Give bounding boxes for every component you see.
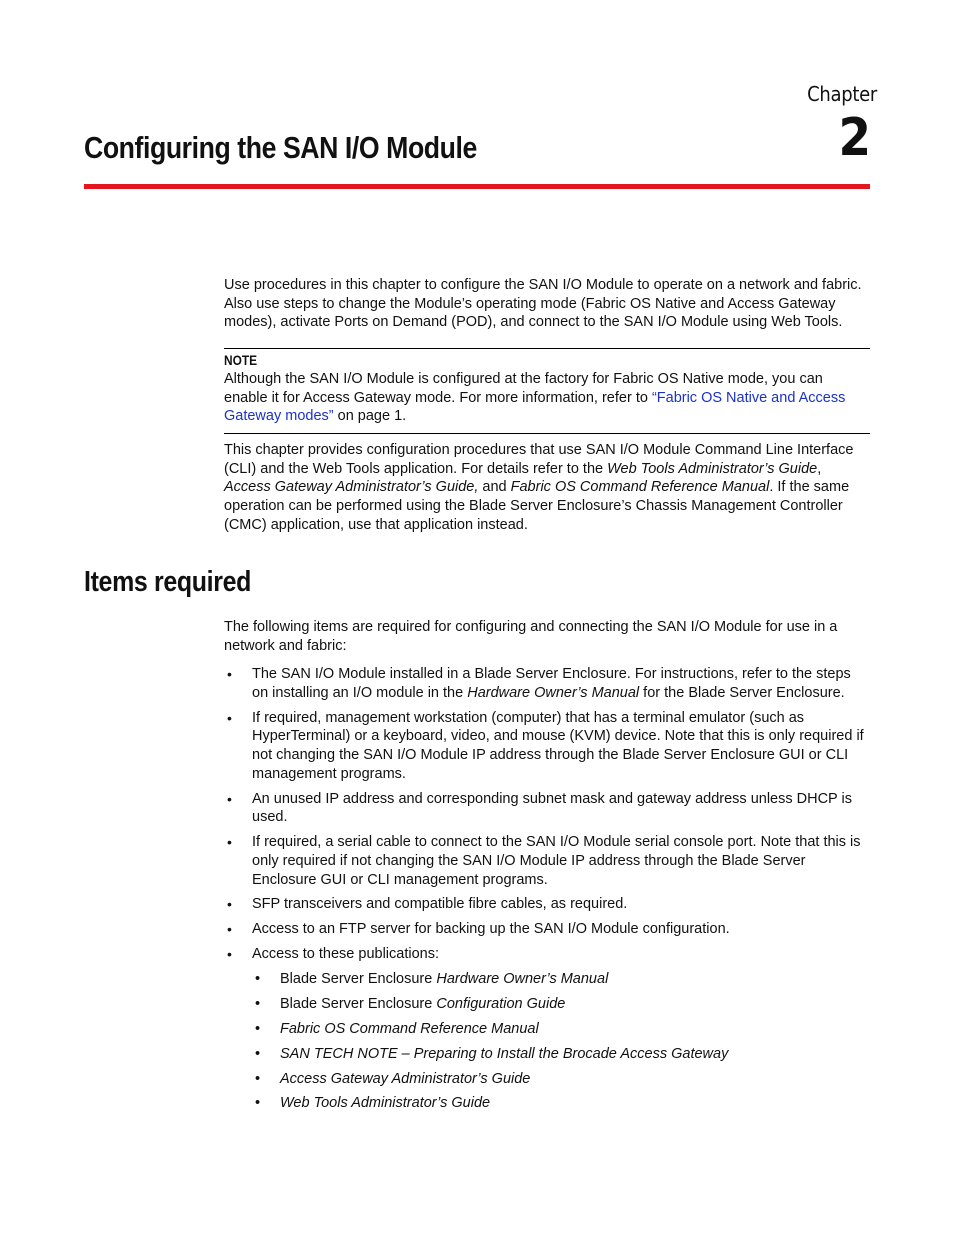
list-item	[224, 945, 870, 1113]
section-title: Items required	[84, 566, 252, 598]
overview-paragraph	[224, 441, 870, 535]
section-intro: The following items are required for configuring and connecting the SAN I/O Module for use in a network and fabric:	[224, 619, 838, 654]
list-item: • If required, a serial cable to connect to the SAN I/O Module serial console port. Note that this is only required if not changing the SAN I/O Module IP address through the Blade Server Enclosure GUI or CLI management programs.	[224, 833, 870, 889]
overview-ref-access-gateway: Access Gateway Administrator’s Guide,	[224, 479, 479, 496]
note-text	[224, 370, 870, 426]
intro-paragraph: Use procedures in this chapter to configure the SAN I/O Module to operate on a network and fabric. Also use steps to change the Module’s operating mode (Fabric OS Native and Access Gateway modes), activate Ports on Demand (POD), and connect to the SAN I/O Module using Web Tools.	[224, 277, 862, 331]
note-link[interactable]: “Fabric OS Native and Access Gateway modes”	[224, 389, 846, 425]
publication-item: • Web Tools Administrator’s Guide	[252, 1094, 870, 1113]
list-item: • If required, management workstation (computer) that has a terminal emulator (such as HyperTerminal) or a keyboard, video, and mouse (KVM) device. Note that this is only required if not changing the SAN I/O Module IP address through the Blade Server Enclosure GUI or CLI management programs.	[224, 709, 870, 784]
item-text: The SAN I/O Module installed in a Blade Server Enclosure. For instructions, refer to the steps on installing an I/O module in the	[252, 666, 851, 701]
overview-text-2: ,	[817, 460, 822, 477]
overview-text-4: . If the same operation can be performed using the Blade Server Enclosure’s Chassis Management Controller (CMC) application, use that application instead.	[224, 479, 850, 533]
list-item	[224, 665, 870, 702]
publication-item: • SAN TECH NOTE – Preparing to Install the Brocade Access Gateway	[252, 1045, 870, 1064]
item-text: for the Blade Server Enclosure.	[639, 684, 845, 701]
note-text-before: Although the SAN I/O Module is configured at the factory for Fabric OS Native mode, you can enable it for Access Gateway mode. For more information, refer to	[224, 371, 823, 406]
chapter-label: Chapter	[807, 82, 877, 106]
publications-list	[252, 970, 870, 1113]
publication-title: Hardware Owner’s Manual	[436, 970, 609, 987]
list-item: • Access to an FTP server for backing up the SAN I/O Module configuration.	[224, 920, 870, 939]
chapter-number: 2	[838, 108, 871, 168]
note-box	[224, 348, 870, 434]
publication-item: • Fabric OS Command Reference Manual	[252, 1020, 870, 1039]
items-list	[224, 665, 870, 1119]
publication-item: • Access Gateway Administrator’s Guide	[252, 1070, 870, 1089]
note-text-after: on page 1.	[333, 408, 407, 425]
overview-ref-fabric-os: Fabric OS Command Reference Manual	[510, 479, 770, 496]
publication-prefix: Blade Server Enclosure	[280, 995, 437, 1012]
item-italic: Hardware Owner’s Manual	[467, 684, 640, 701]
publication-item	[252, 995, 870, 1014]
overview-text-1: This chapter provides configuration procedures that use SAN I/O Module Command Line Interface (CLI) and the Web Tools application. For details refer to the	[224, 442, 854, 477]
publication-item	[252, 970, 870, 989]
item-text: Access to these publications:	[252, 946, 439, 963]
overview-ref-webtools: Web Tools Administrator’s Guide	[607, 460, 818, 477]
list-item: • SFP transceivers and compatible fibre cables, as required.	[224, 895, 870, 914]
list-item: • An unused IP address and corresponding subnet mask and gateway address unless DHCP is used.	[224, 790, 870, 827]
overview-text-3: and	[478, 479, 511, 496]
title-rule	[84, 184, 870, 189]
publication-title: Configuration Guide	[436, 995, 566, 1012]
page-title: Configuring the SAN I/O Module	[84, 130, 477, 165]
note-heading: NOTE	[224, 352, 258, 368]
publication-prefix: Blade Server Enclosure	[280, 970, 437, 987]
